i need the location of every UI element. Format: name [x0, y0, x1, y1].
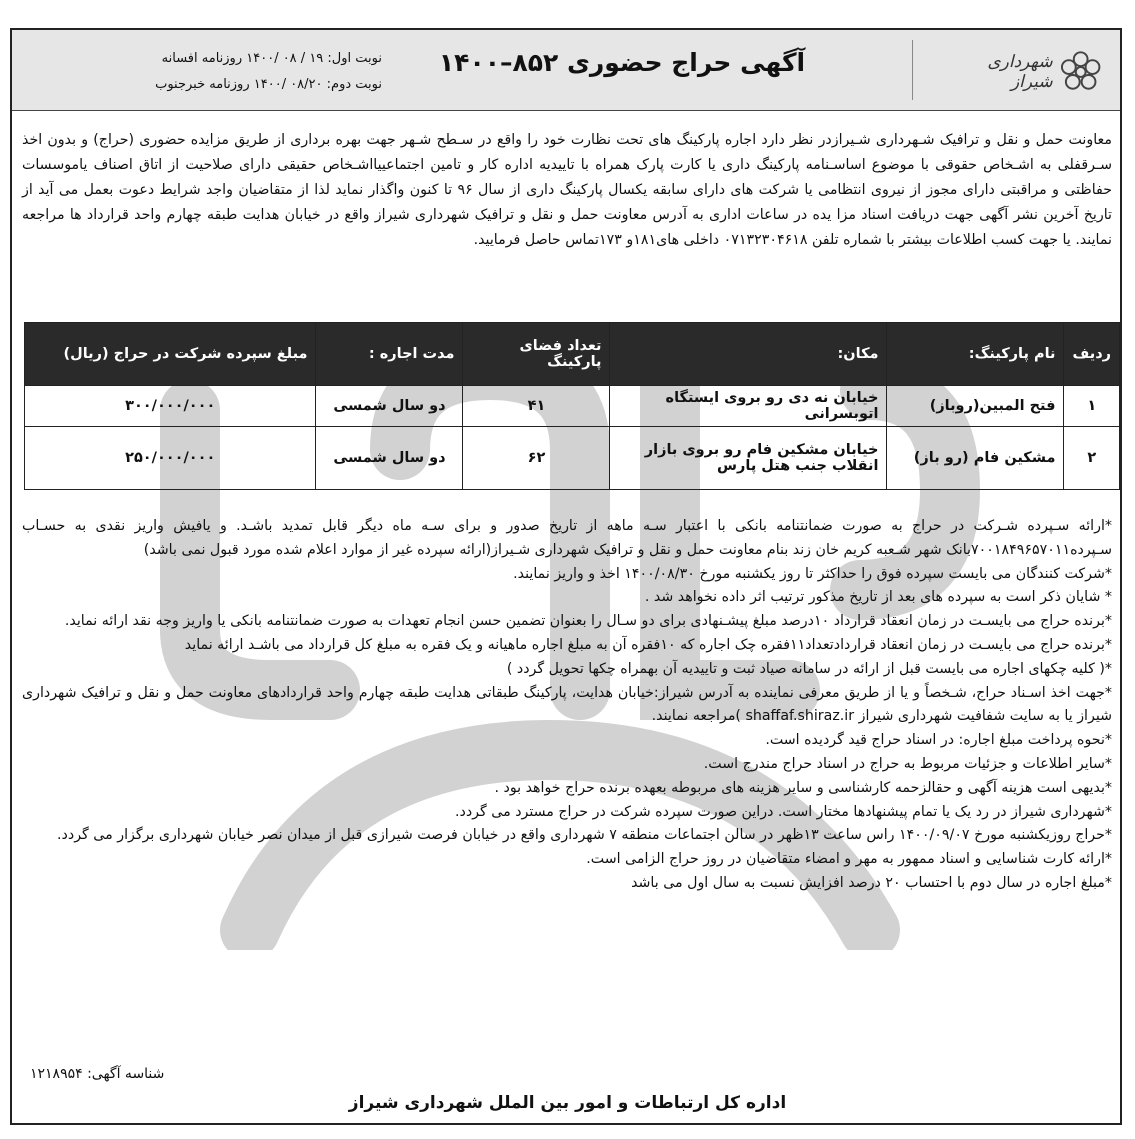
- header-divider: [912, 40, 913, 100]
- cell-capacity: ۶۲: [463, 427, 610, 490]
- cell-row-number: ۲: [1064, 427, 1120, 490]
- condition-item: * شایان ذکر است به سپرده های بعد از تاریخ مذکور ترتیب اثر داده نخواهد شد .: [644, 589, 1112, 606]
- condition-item: *جهت اخذ اسـناد حراج، شـخصاً و یا از طریق معرفی نماینده به آدرس شیراز:خیابان هدایت، پارکینگ طبقاتی هدایت طبقه چهارم واحد قراردادهای معاونت حمل و نقل و ترافیک شهرداری شیراز یا به سایت شفافیت شهرداری شیراز shaffaf.shiraz.ir )مراجعه نمایند.: [22, 684, 1112, 725]
- publication-first: نوبت اول: ۱۹ / ۰۸ /۱۴۰۰ روزنامه افسانه: [161, 51, 382, 66]
- cell-deposit: ۲۵۰/۰۰۰/۰۰۰: [25, 427, 316, 490]
- cell-row-number: ۱: [1064, 386, 1120, 427]
- municipality-logo: [942, 48, 1102, 96]
- flower-logo-icon: [1059, 50, 1102, 94]
- cell-parking-name: مشکین فام (رو باز): [887, 427, 1064, 490]
- conditions-list: [22, 515, 1112, 896]
- cell-duration: دو سال شمسی: [316, 427, 463, 490]
- col-row-number: ردیف: [1064, 323, 1120, 386]
- table-row: [25, 427, 1120, 490]
- condition-item: *برنده حراج می بایسـت در زمان انعقاد قراردادتعداد۱۱فقره چک اجاره که ۱۰فقره آن به مبلغ اجاره ماهیانه و یک فقره به مبلغ کل قرارداد می باشـد ارائه نماید: [184, 636, 1112, 653]
- cell-duration: دو سال شمسی: [316, 386, 463, 427]
- condition-item: *ارائه سـپرده شـرکت در حراج به صورت ضمانتنامه بانکی با اعتبار سـه ماهه از تاریخ صدور و برای سـه ماه دیگر قابل تمدید باشـد. و یافیش واریز نقدی به حسـاب سـپرده۷۰۰۱۸۴۹۶۵۷۰۱۱بانک شهر شـعبه کریم خان زند بنام معاونت حمل و نقل و ترافیک شهرداری شـیراز(ارائه سپرده غیر از موارد اعلام شده مورد قبول نمی باشد): [22, 518, 1112, 558]
- table-header-row: [25, 323, 1120, 386]
- cell-deposit: ۳۰۰/۰۰۰/۰۰۰: [25, 386, 316, 427]
- page-title: آگهی حراج حضوری ۸۵۲–۱۴۰۰: [438, 48, 806, 77]
- cell-capacity: ۴۱: [463, 386, 610, 427]
- col-capacity: تعداد فضای پارکینگ: [463, 323, 610, 386]
- logo-text: شهرداری شیراز: [987, 52, 1053, 92]
- condition-item: *حراج روزیکشنبه مورخ ۱۴۰۰/۰۹/۰۷ راس ساعت ۱۳ظهر در سالن اجتماعات منطقه ۷ شهرداری واقع در خیابان فرصت شیرازی قبل از میدان نصر خیابان شهرداری برگزار می گردد.: [57, 827, 1112, 844]
- condition-item: *شهرداری شیراز در رد یک یا تمام پیشنهادها مختار است. دراین صورت سپرده شرکت در حراج مسترد می گردد.: [455, 803, 1112, 820]
- cell-location: خیابان مشکین فام رو بروی بازار انقلاب جنب هتل پارس: [610, 427, 887, 490]
- cell-parking-name: فتح المبین(روباز): [887, 386, 1064, 427]
- parking-table: [24, 322, 1120, 490]
- ad-identifier: شناسه آگهی: ۱۲۱۸۹۵۴: [30, 1066, 165, 1082]
- intro-paragraph: معاونت حمل و نقل و ترافیک شـهرداری شـیرازدر نظر دارد اجاره پارکینگ های تحت نظارت خود را واقع در سـطح شـهر جهت بهره برداری از طریق مزایده حضوری (حراج) و بدون اخذ سـرقفلی به اشـخاص حقوقی با موضوع اساسـنامه پارکینگ داری یا کارت پارک همراه با تاییدیه اداره کار و تامین اجتماعییااشـخاص حقیقی دارای صلاحیت از اتاق اصناف یاموسسات حفاظتی و مراقبتی دارای مجوز از نیروی انتظامی یا شرکت های دارای سابقه یکسال پارکینگ داری از سال ۹۶ تا کنون واگذار نماید لذا از متقاضیان واجد شرایط دعوت بعمل می آید از تاریخ آخرین نشر آگهی جهت دریافت اسناد مزا یده در ساعات اداری به آدرس معاونت حمل و نقل و ترافیک شهرداری شیراز واقع در خیابان هدایت طبقه چهارم واحد قرارداد ها مراجعه نمایند. یا جهت کسب اطلاعات بیشتر با شماره تلفن ۰۷۱۳۲۳۰۴۶۱۸ داخلی های۱۸۱و ۱۷۳تماس حاصل فرمایید.: [22, 132, 1112, 248]
- condition-item: *سایر اطلاعات و جزئیات مربوط به حراج در اسناد حراج مندرج است.: [703, 755, 1112, 772]
- cell-location: خیابان نه دی رو بروی ایستگاه اتوبسرانی: [610, 386, 887, 427]
- condition-item: *( کلیه چکهای اجاره می بایست قبل از ارائه در سامانه صیاد ثبت و تاییدیه آن بهمراه چکها تحویل گردد ): [506, 660, 1112, 677]
- col-location: مکان:: [610, 323, 887, 386]
- condition-item: *بدیهی است هزینه آگهی و حقالزحمه کارشناسی و سایر هزینه های مربوطه بعهده برنده حراج خواهد بود .: [494, 779, 1112, 796]
- col-duration: مدت اجاره :: [316, 323, 463, 386]
- table-row: [25, 386, 1120, 427]
- header: [12, 30, 1120, 111]
- condition-item: *شرکت کنندگان می بایست سپرده فوق را حداکثر تا روز یکشنبه مورخ ۱۴۰۰/۰۸/۳۰ اخذ و واریز نمایند.: [513, 565, 1112, 582]
- issuer-signature: اداره کل ارتباطات و امور بین الملل شهرداری شیراز: [348, 1093, 787, 1113]
- col-deposit: مبلغ سپرده شرکت در حراج (ریال): [25, 323, 316, 386]
- condition-item: *مبلغ اجاره در سال دوم با احتساب ۲۰ درصد افزایش نسبت به سال اول می باشد: [631, 874, 1112, 891]
- publication-second: نوبت دوم: ۰۸/۲۰ /۱۴۰۰ روزنامه خبرجنوب: [155, 77, 382, 92]
- condition-item: *نحوه پرداخت مبلغ اجاره: در اسناد حراج قید گردیده است.: [765, 732, 1112, 749]
- condition-item: *ارائه کارت شناسایی و اسناد ممهور به مهر و امضاء متقاضیان در روز حراج الزامی است.: [586, 851, 1112, 868]
- col-parking-name: نام پارکینگ:: [887, 323, 1064, 386]
- publication-info: [72, 46, 382, 98]
- condition-item: *برنده حراج می بایسـت در زمان انعقاد قرارداد ۱۰درصد مبلغ پیشـنهادی برای دو سـال را بعنوان تضمین حسن انجام تعهدات به صورت ضمانتنامه بانکی یا واریز وجه نقد ارائه نماید.: [64, 613, 1112, 630]
